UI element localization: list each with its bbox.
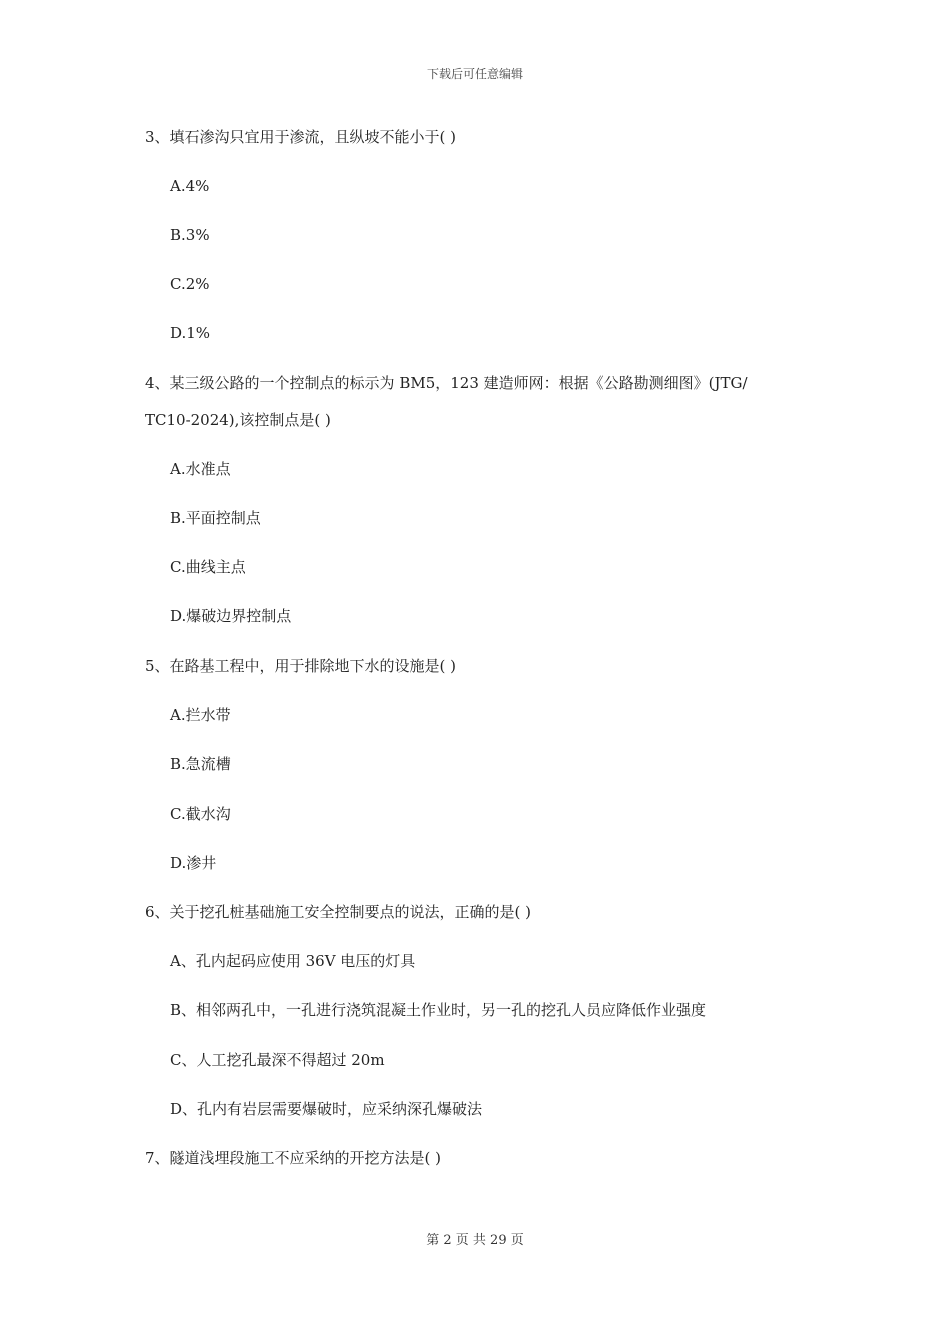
question-4-text-line-1: 4、某三级公路的一个控制点的标示为 BM5，123 建造师网：根据《公路勘测细图》(JTG/ bbox=[145, 374, 748, 392]
question-4-option-c: C.曲线主点 bbox=[170, 558, 246, 576]
question-4-option-b: B.平面控制点 bbox=[170, 509, 261, 527]
question-3-option-b: B.3% bbox=[170, 226, 210, 244]
question-3-option-a: A.4% bbox=[170, 177, 210, 195]
page-footer: 第 2 页 共 29 页 bbox=[426, 1233, 524, 1248]
question-3-option-d: D.1% bbox=[170, 324, 211, 342]
question-6-option-c: C、人工挖孔最深不得超过 20m bbox=[170, 1051, 385, 1069]
question-6-option-b: B、相邻两孔中，一孔进行浇筑混凝土作业时，另一孔的挖孔人员应降低作业强度 bbox=[170, 1001, 707, 1019]
question-6-text: 6、关于挖孔桩基础施工安全控制要点的说法，正确的是( ) bbox=[145, 903, 532, 921]
question-6-option-a: A、孔内起码应使用 36V 电压的灯具 bbox=[170, 952, 416, 970]
question-5-option-b: B.急流槽 bbox=[170, 755, 231, 773]
page-header: 下载后可任意编辑 bbox=[426, 67, 523, 81]
question-4-text-line-2: TC10-2024),该控制点是( ) bbox=[145, 411, 331, 429]
question-5-text: 5、在路基工程中，用于排除地下水的设施是( ) bbox=[145, 657, 457, 675]
question-5-option-a: A.拦水带 bbox=[170, 706, 231, 724]
question-6-option-d: D、孔内有岩层需要爆破时，应采纳深孔爆破法 bbox=[170, 1100, 483, 1118]
question-7-text: 7、隧道浅埋段施工不应采纳的开挖方法是( ) bbox=[145, 1149, 442, 1167]
question-4-option-d: D.爆破边界控制点 bbox=[170, 607, 292, 625]
question-5-option-c: C.截水沟 bbox=[170, 805, 231, 823]
question-3-option-c: C.2% bbox=[170, 275, 210, 293]
question-5-option-d: D.渗井 bbox=[170, 854, 217, 872]
question-4-option-a: A.水准点 bbox=[170, 460, 231, 478]
question-3-text: 3、填石渗沟只宜用于渗流，且纵坡不能小于( ) bbox=[145, 128, 457, 146]
